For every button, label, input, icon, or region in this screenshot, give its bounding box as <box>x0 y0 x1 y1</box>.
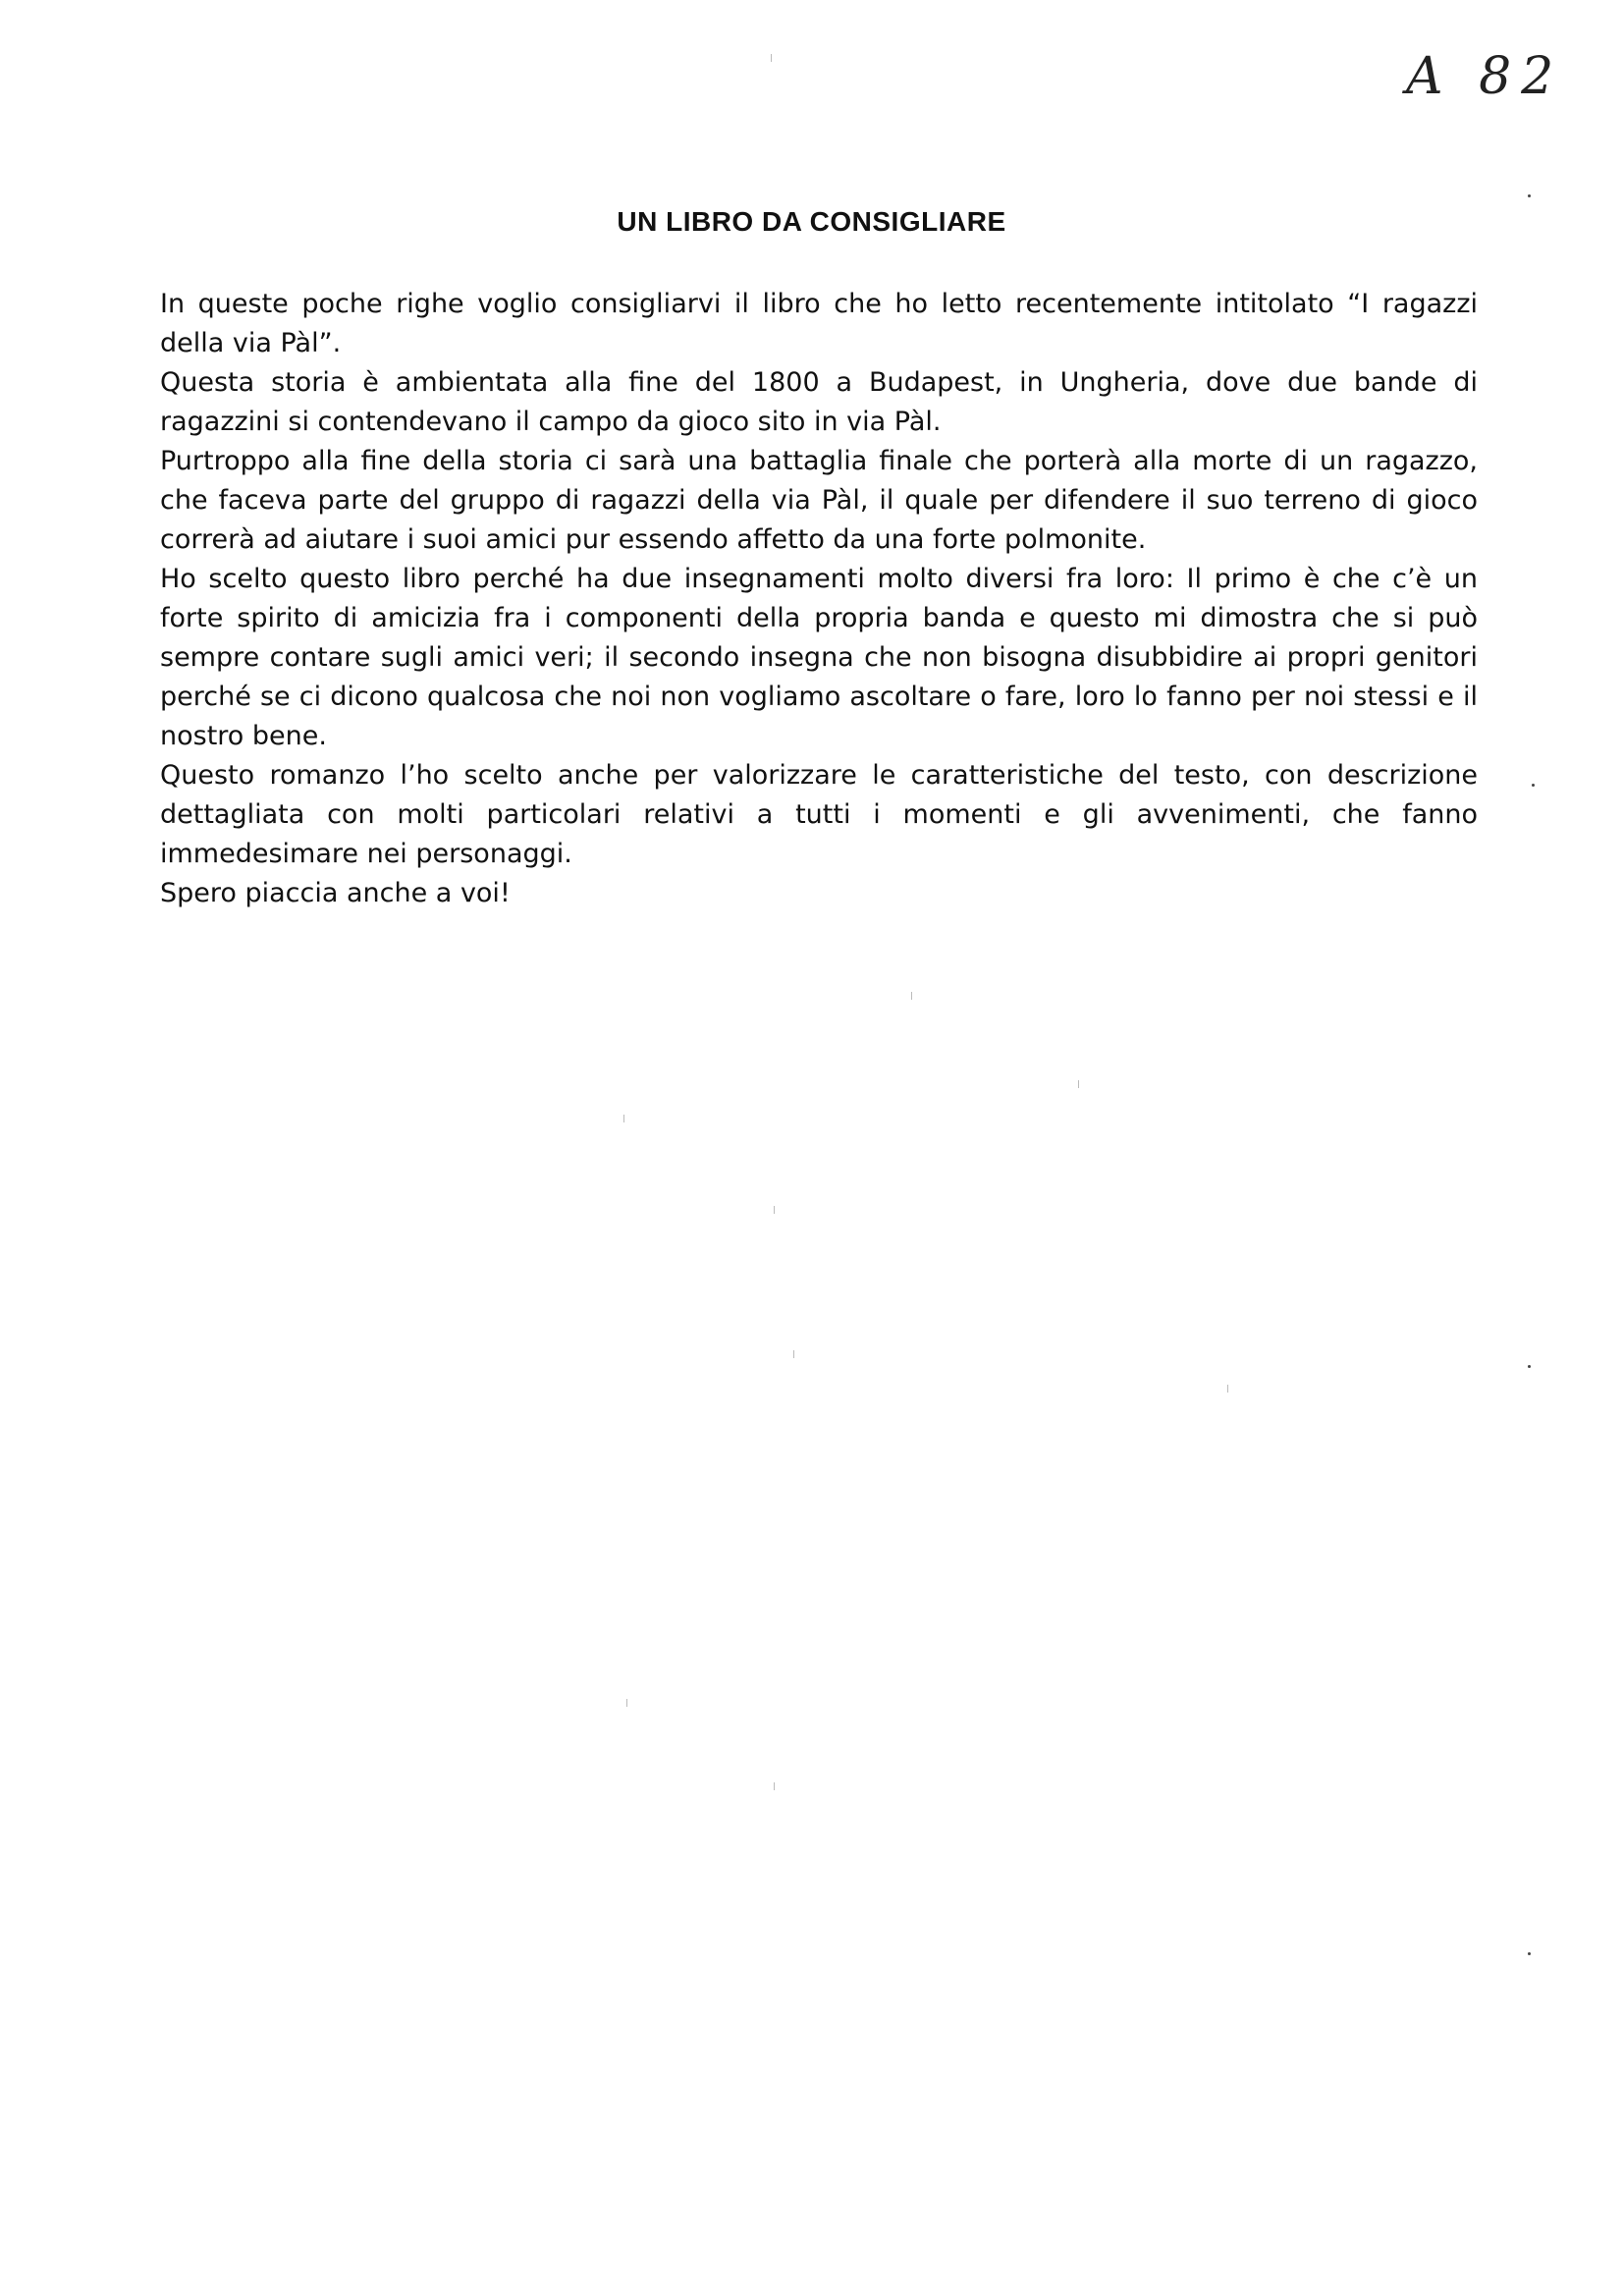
scan-speck <box>1528 194 1531 197</box>
scan-mark <box>1078 1080 1079 1088</box>
paragraph-2: Questa storia è ambientata alla fine del 1800 a Budapest, in Ungheria, dove due bande di ragazzini si contendevano il campo da gioco sito in via Pàl. <box>160 367 1478 437</box>
document-title: UN LIBRO DA CONSIGLIARE <box>617 206 1006 237</box>
paragraph-6: Spero piaccia anche a voi! <box>160 878 511 908</box>
scan-mark <box>1227 1385 1228 1393</box>
paragraph-1: In queste poche righe voglio consigliarvi il libro che ho letto recentemente intitolato “I ragazzi della via Pàl”. <box>160 289 1478 358</box>
scan-mark <box>774 1206 775 1214</box>
scan-mark <box>774 1782 775 1790</box>
handwritten-page-mark: A 82 <box>1406 47 1564 106</box>
scan-mark <box>626 1699 627 1707</box>
scan-speck <box>1532 784 1535 787</box>
scan-speck <box>1528 1952 1531 1955</box>
scan-mark <box>793 1350 794 1358</box>
paragraph-3: Purtroppo alla fine della storia ci sarà una battaglia finale che porterà alla morte di un ragazzo, che faceva parte del gruppo di ragazzi della via Pàl, il quale per difendere il suo terreno di gioco correrà ad aiutare i suoi amici pur essendo affetto da una forte polmonite. <box>160 446 1478 555</box>
scan-speck <box>1528 1365 1531 1368</box>
paragraph-4: Ho scelto questo libro perché ha due insegnamenti molto diversi fra loro: Il primo è che c’è un forte spirito di amicizia fra i componenti della propria banda e questo mi dimostra che si può sempre contare sugli amici veri; il secondo insegna che non bisogna disubbidire ai propri genitori perché se ci dicono qualcosa che noi non vogliamo ascoltare o fare, loro lo fanno per noi stessi e il nostro bene. <box>160 564 1478 751</box>
scan-mark <box>771 54 772 62</box>
scan-mark <box>911 992 912 1000</box>
document-body <box>160 285 1478 913</box>
scan-mark <box>623 1115 624 1122</box>
paragraph-5: Questo romanzo l’ho scelto anche per valorizzare le caratteristiche del testo, con descrizione dettagliata con molti particolari relativi a tutti i momenti e gli avvenimenti, che fanno immedesimare nei personaggi. <box>160 760 1478 869</box>
